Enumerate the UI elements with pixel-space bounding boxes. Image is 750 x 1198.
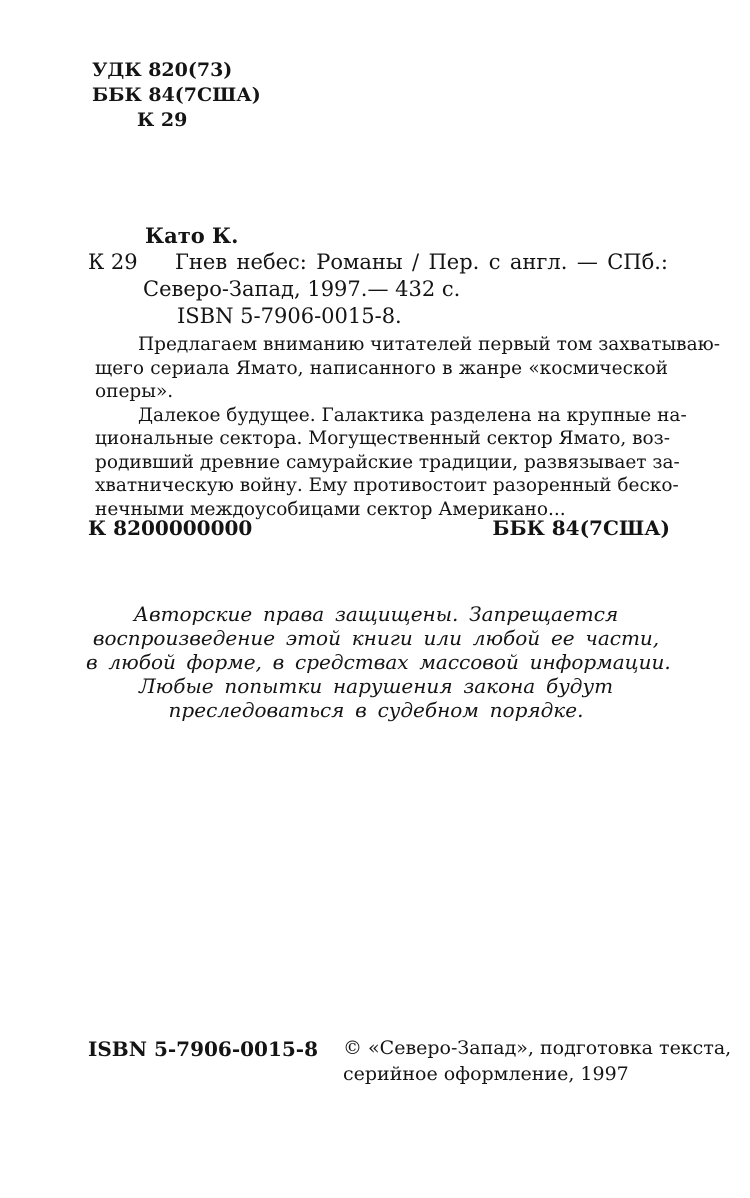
catalog-title-line-1: Гнев небес: Романы / Пер. с англ. — СПб.:	[175, 250, 668, 274]
bbk-code: ББК 84(7США)	[92, 84, 261, 106]
catalog-title-row	[88, 249, 668, 276]
footer-publisher-line-2: серийное оформление, 1997	[343, 1063, 629, 1085]
catalog-title-line-2: Северо-Запад, 1997.— 432 с.	[143, 277, 461, 301]
catalog-card	[88, 222, 668, 330]
catalog-author: Като К.	[145, 223, 239, 248]
annotation-block	[95, 333, 720, 521]
annotation-line: циональные сектора. Могущественный сектор Ямато, воз-	[95, 428, 671, 449]
annotation-line: Далекое будущее. Галактика разделена на крупные на-	[138, 404, 687, 426]
annotation-line: Предлагаем вниманию читателей первый том захватываю-	[138, 334, 720, 355]
top-codes-block	[92, 58, 261, 133]
copyright-line: Любые попытки нарушения закона будут	[138, 674, 614, 698]
footer-publisher-line-1: © «Северо-Запад», подготовка текста,	[343, 1037, 732, 1059]
copyright-line: преследоваться в судебном порядке.	[168, 698, 584, 722]
bbk-code-bottom: ББК 84(7США)	[492, 516, 670, 540]
catalog-number: К 8200000000	[88, 516, 253, 540]
copyright-line: Авторские права защищены. Запрещается	[133, 602, 619, 626]
annotation-line: нечными междоусобицами сектор Американо...	[95, 498, 566, 520]
catalog-code-row	[88, 516, 670, 540]
footer-publisher-block	[343, 1035, 732, 1087]
copyright-line: в любой форме, в средствах массовой информации.	[86, 650, 671, 674]
annotation-line: родивший древние самурайские традиции, развязывает за-	[95, 451, 680, 473]
annotation-line: хватническую войну. Ему противостоит разоренный беско-	[95, 475, 679, 496]
catalog-isbn: ISBN 5-7906-0015-8.	[177, 304, 402, 328]
catalog-author-sign: К 29	[88, 250, 138, 274]
annotation-line: щего сериала Ямато, написанного в жанре «космической	[95, 357, 668, 379]
udk-code: УДК 820(73)	[92, 59, 233, 81]
copyright-notice	[86, 602, 671, 722]
copyright-line: воспроизведение этой книги или любой ее части,	[92, 626, 660, 650]
footer-isbn: ISBN 5-7906-0015-8	[88, 1037, 319, 1061]
author-sign: К 29	[137, 109, 188, 131]
annotation-line: оперы».	[95, 381, 174, 402]
